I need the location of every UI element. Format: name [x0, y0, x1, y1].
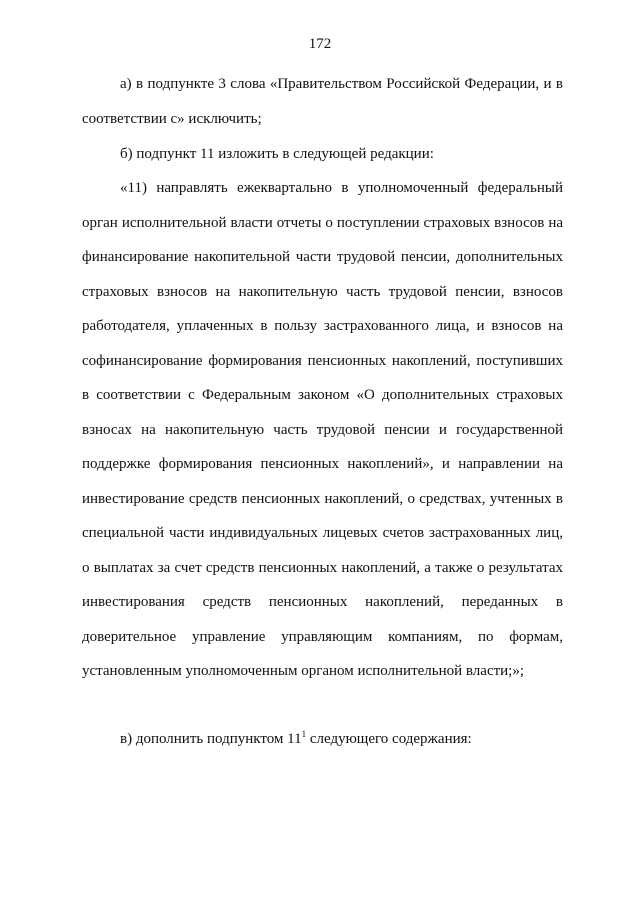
- superscript-index: 1: [301, 729, 307, 739]
- page-number: 172: [308, 36, 332, 52]
- paragraph-subpoint-11: «11) направлять ежеквартально в уполномоченный федеральный орган исполнительной власти отчеты о поступлении страховых взносов на финансирование накопительной части трудовой пенсии, дополнительных страховых взносов на накопительную часть трудовой пенсии, взносов работодателя, уплаченных в пользу застрахованного лица, и взносов на софинансирование формирования пенсионных накоплений, поступивших в соответствии с Федеральным законом «О дополнительных страховых взносах на накопительную часть трудовой пенсии и государственной поддержке формирования пенсионных накоплений», и направлении на инвестирование средств пенсионных накоплений, о средствах, учтенных в специальной части индивидуальных лицевых счетов застрахованных лиц, о выплатах за счет средств пенсионных накоплений, а также о результатах инвестирования средств пенсионных накоплений, переданных в доверительное управление управляющим компаниям, по формам, установленным уполномоченным органом исполнительной власти;»;: [82, 180, 563, 679]
- paragraph-v-tail: следующего содержания:: [306, 731, 472, 747]
- paragraph-v-text: в) дополнить подпунктом 11: [120, 731, 302, 747]
- paragraph-b: б) подпункт 11 изложить в следующей редакции:: [120, 146, 434, 162]
- paragraph-a: а) в подпункте 3 слова «Правительством Российской Федерации, и в соответствии с» исключить;: [82, 76, 563, 127]
- paragraph-v: [82, 722, 563, 757]
